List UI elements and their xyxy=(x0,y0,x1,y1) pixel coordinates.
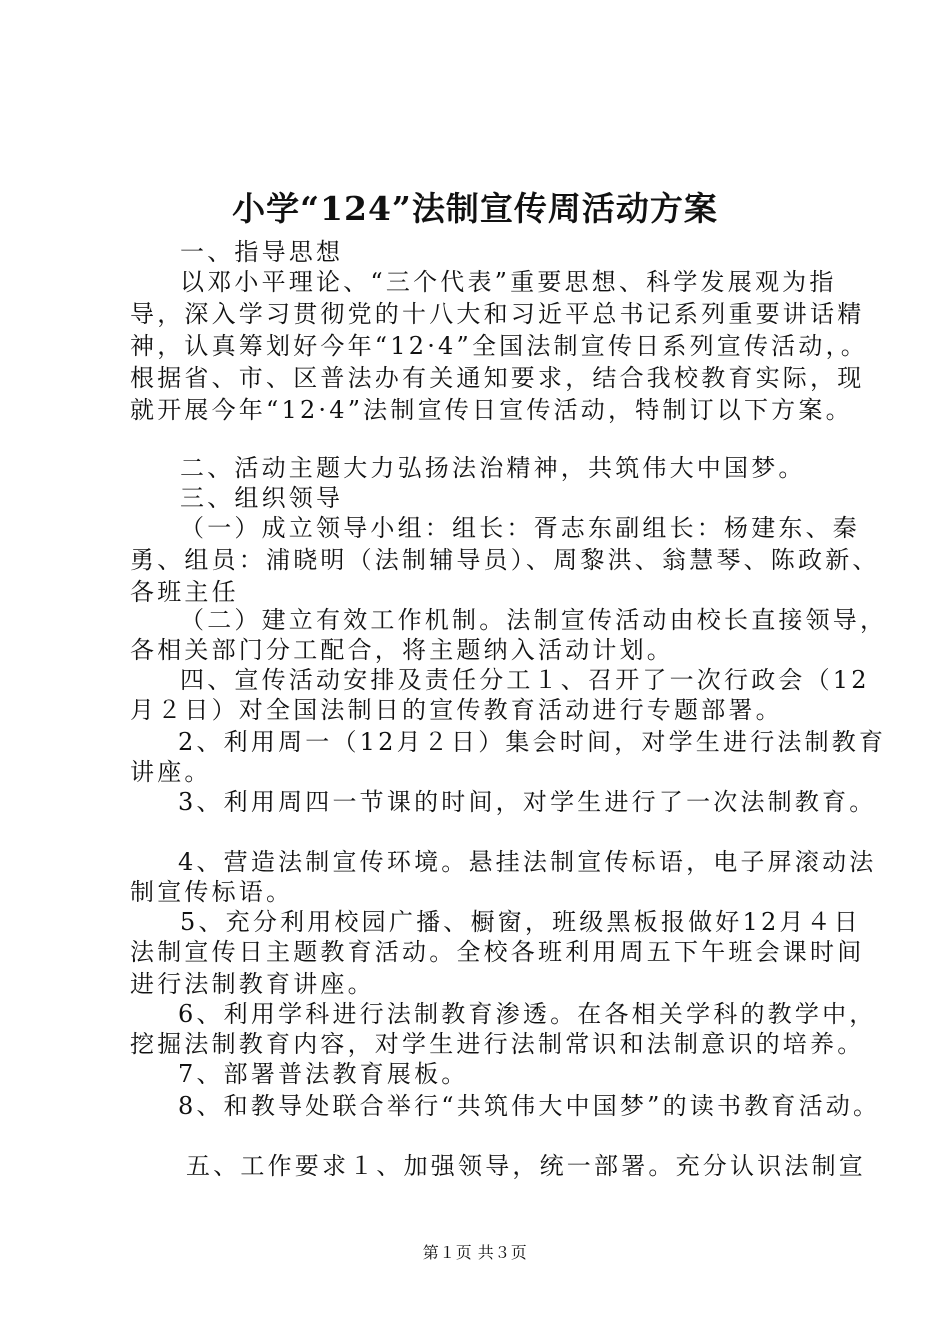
section-heading-arrangements: 四、宣传活动安排及责任分工１、召开了一次行政会（12 xyxy=(180,666,870,694)
list-item: 7、部署普法教育展板。 xyxy=(178,1060,469,1088)
section-heading-work-requirements: 五、工作要求１、加强领导，统一部署。充分认识法制宣 xyxy=(186,1152,866,1180)
paragraph-line: 导，深入学习贯彻党的十八大和习近平总书记系列重要讲话精 xyxy=(130,300,865,328)
paragraph-line: 制宣传标语。 xyxy=(130,878,294,906)
paragraph-line: 各班主任 xyxy=(130,578,239,606)
paragraph-line: 神，认真筹划好今年“12·4”全国法制宣传日系列宣传活动，。 xyxy=(130,332,868,360)
paragraph-line: （一）成立领导小组：组长：胥志东副组长：杨建东、秦 xyxy=(180,514,860,542)
paragraph-line: （二）建立有效工作机制。法制宣传活动由校长直接领导， xyxy=(180,606,888,634)
paragraph-line: 各相关部门分工配合，将主题纳入活动计划。 xyxy=(130,636,674,664)
paragraph-line: 讲座。 xyxy=(130,758,212,786)
paragraph-line: 勇、组员：浦晓明（法制辅导员）、周黎洪、翁慧琴、陈政新、 xyxy=(130,546,880,574)
paragraph-line: 法制宣传日主题教育活动。全校各班利用周五下午班会课时间 xyxy=(130,938,865,966)
paragraph-line: 进行法制教育讲座。 xyxy=(130,970,375,998)
paragraph-line: 就开展今年“12·4”法制宣传日宣传活动，特制订以下方案。 xyxy=(130,396,853,424)
list-item: 4、营造法制宣传环境。悬挂法制宣传标语，电子屏滚动法 xyxy=(178,848,877,876)
section-heading-activity-theme: 二、活动主题大力弘扬法治精神，共筑伟大中国梦。 xyxy=(180,454,806,482)
page-footer: 第１页 共３页 xyxy=(422,1243,528,1262)
section-heading-organization: 三、组织领导 xyxy=(180,484,344,512)
list-item: 5、充分利用校园广播、橱窗，班级黑板报做好12月４日 xyxy=(180,908,862,936)
list-item: 2、利用周一（12月２日）集会时间，对学生进行法制教育 xyxy=(178,728,887,756)
page-title: 小学“124”法制宣传周活动方案 xyxy=(232,189,718,228)
paragraph-line: 月２日）对全国法制日的宣传教育活动进行专题部署。 xyxy=(130,696,783,724)
list-item: 3、利用周四一节课的时间，对学生进行了一次法制教育。 xyxy=(178,788,877,816)
list-item: 8、和教导处联合举行“共筑伟大中国梦”的读书教育活动。 xyxy=(178,1092,881,1120)
paragraph-line: 以邓小平理论、“三个代表”重要思想、科学发展观为指 xyxy=(180,268,837,296)
paragraph-line: 根据省、市、区普法办有关通知要求，结合我校教育实际，现 xyxy=(130,364,865,392)
section-heading-guiding-ideology: 一、指导思想 xyxy=(180,238,344,266)
paragraph-line: 挖掘法制教育内容，对学生进行法制常识和法制意识的培养。 xyxy=(130,1030,865,1058)
list-item: 6、利用学科进行法制教育渗透。在各相关学科的教学中， xyxy=(178,1000,877,1028)
